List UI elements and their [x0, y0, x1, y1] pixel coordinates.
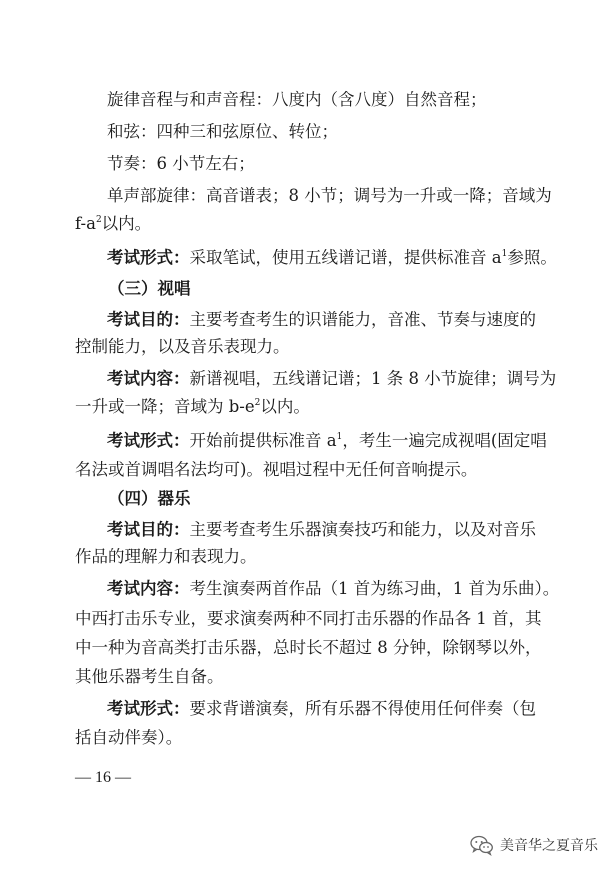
paragraph-line: 考试内容：新谱视唱，五线谱记谱；1 条 8 小节旋律；调号为: [107, 369, 557, 388]
paragraph-line: 中西打击乐专业，要求演奏两种不同打击乐器的作品各 1 首，其: [75, 609, 542, 628]
watermark-text: 美音华之夏音乐: [500, 838, 598, 854]
paragraph-line: 单声部旋律：高音谱表；8 小节；调号为一升或一降；音域为: [107, 186, 552, 205]
inline-label: 考试形式：: [107, 699, 190, 718]
inline-label: 考试目的：: [107, 520, 190, 539]
paragraph-line: 一升或一降；音域为 $b-e^2$以内。: [75, 397, 310, 416]
paragraph-line: 作品的理解力和表现力。: [75, 547, 257, 566]
inline-label: 考试形式：: [107, 431, 190, 450]
section-heading: （三）视唱: [108, 279, 191, 298]
paragraph-line: 考试目的：主要考查考生的识谱能力，音准、节奏与速度的: [107, 310, 536, 329]
paragraph-line: 括自动伴奏）。: [75, 728, 183, 747]
inline-label: 考试内容：: [107, 369, 190, 388]
paragraph-line: 节奏：6 小节左右；: [107, 154, 255, 173]
paragraph-line: 中一种为音高类打击乐器，总时长不超过 8 分钟，除钢琴以外，: [75, 638, 542, 657]
paragraph-line: 考试形式：要求背谱演奏，所有乐器不得使用任何伴奏（包: [107, 699, 536, 718]
paragraph-line: 旋律音程与和声音程：八度内（含八度）自然音程；: [107, 90, 487, 109]
paragraph-line: 考试形式：采取笔试，使用五线谱记谱，提供标准音 $a^1$参照。: [107, 248, 557, 267]
paragraph-line: 控制能力，以及音乐表现力。: [75, 337, 290, 356]
wechat-icon: [470, 834, 494, 856]
paragraph-line: 考试内容：考生演奏两首作品（1 首为练习曲，1 首为乐曲）。: [107, 579, 560, 598]
paragraph-line: 考试目的：主要考查考生乐器演奏技巧和能力，以及对音乐: [107, 520, 536, 539]
inline-label: 考试内容：: [107, 579, 190, 598]
page-number: — 16 —: [75, 769, 131, 786]
paragraph-line: 其他乐器考生自备。: [75, 667, 224, 686]
inline-label: 考试目的：: [107, 310, 190, 329]
paragraph-line: 和弦：四种三和弦原位、转位；: [107, 122, 338, 141]
paragraph-line: $f-a^2$以内。: [75, 214, 152, 233]
inline-label: 考试形式：: [107, 248, 190, 267]
watermark: [470, 832, 598, 858]
paragraph-line: 考试形式：开始前提供标准音 $a^1$，考生一遍完成视唱(固定唱: [107, 431, 547, 450]
paragraph-line: 名法或首调唱名法均可)。视唱过程中无任何音响提示。: [75, 460, 478, 479]
section-heading: （四）器乐: [108, 489, 191, 508]
